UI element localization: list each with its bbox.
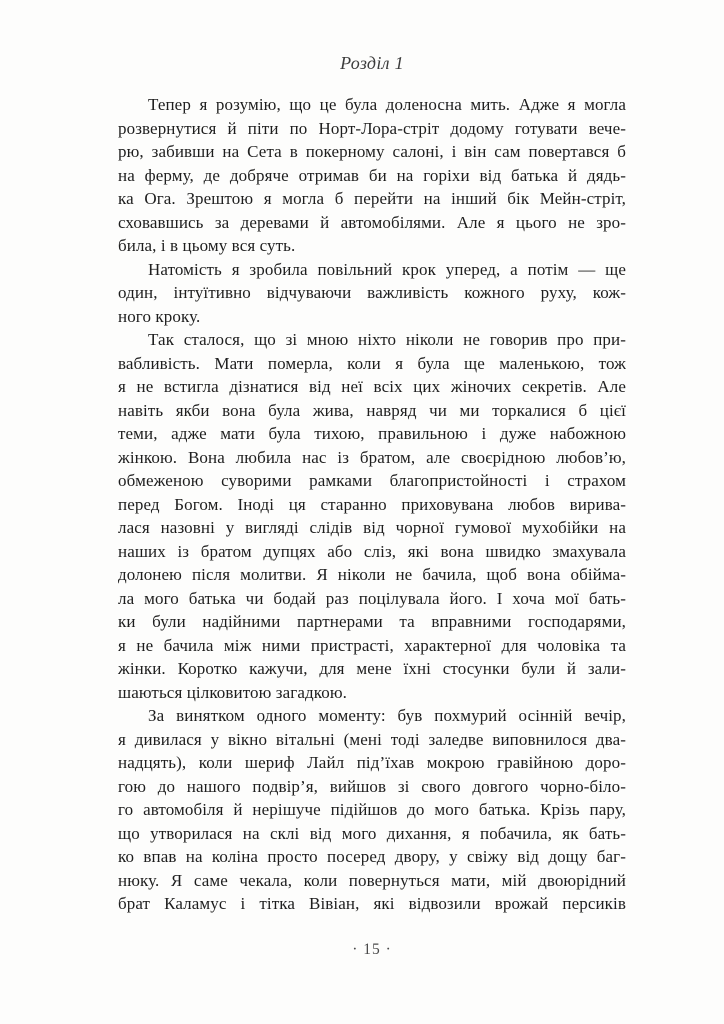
- text-line: сховавшись за деревами й автомобілями. Але я цього не зро-: [118, 212, 626, 232]
- paragraph: [118, 328, 626, 704]
- text-line: За винятком одного моменту: був похмурий осінній вечір,: [148, 706, 626, 725]
- text-line: перед Богом. Іноді ця старанно приховувана любов вирива-: [118, 494, 626, 514]
- book-page: [118, 0, 626, 1024]
- text-line: била, і в цьому вся суть.: [118, 236, 296, 255]
- text-line: обмеженою суворими рамками благопристойності і страхом: [118, 471, 626, 490]
- text-line: жінки. Коротко кажучи, для мене їхні стосунки були й зали-: [118, 659, 626, 678]
- text-line: ко впав на коліна просто посеред двору, у свіжу від дощу баг-: [118, 847, 626, 866]
- text-line: гою до нашого подвір’я, вийшов зі свого довгого чорно-біло-: [118, 776, 626, 796]
- text-line: ного кроку.: [118, 306, 201, 326]
- text-line: ка Ога. Зрештою я могла б перейти на інший бік Мейн-стріт,: [118, 189, 626, 208]
- text-line: ла мого батька чи бодай раз поцілувала його. І хоча мої бать-: [118, 588, 626, 608]
- text-line: теми, адже мати була тихою, правильною і дуже набожною: [118, 424, 626, 443]
- text-line: Натомість я зробила повільний крок уперед, а потім — ще: [148, 259, 626, 279]
- text-line: наших із братом дупцях або сліз, які вона швидко змахувала: [118, 541, 626, 561]
- text-line: один, інтуїтивно відчуваючи важливість кожного руху, кож-: [118, 283, 626, 302]
- text-line: ки були надійними партнерами та вправними господарями,: [118, 612, 626, 631]
- text-line: лася назовні у вигляді слідів від чорної гумової мухобійки на: [118, 518, 626, 537]
- text-line: Так сталося, що зі мною ніхто ніколи не говорив про при-: [148, 330, 626, 349]
- text-line: вабливість. Мати померла, коли я була ще маленькою, тож: [118, 353, 626, 373]
- text-line: брат Каламус і тітка Вівіан, які відвозили врожай персиків: [118, 894, 626, 913]
- text-line: го автомобіля й нерішуче підійшов до мого батька. Крізь пару,: [118, 800, 626, 819]
- text-line: надцять), коли шериф Лайл під’їхав мокрою гравійною доро-: [118, 753, 626, 772]
- chapter-heading: Розділ 1: [340, 53, 404, 73]
- text-line: на ферму, де добряче отримав би на горіхи від батька й дядь-: [118, 165, 626, 185]
- text-line: я не встигла дізнатися від неї всіх цих жіночих секретів. Але: [118, 377, 626, 396]
- text-line: я не бачила між ними пристрасті, характерної для чоловіка та: [118, 635, 626, 655]
- body-text: [118, 93, 626, 916]
- page-number: · 15 ·: [352, 940, 392, 958]
- text-line: нюку. Я саме чекала, коли повернуться мати, мій двоюрідний: [118, 870, 626, 890]
- paragraph: [118, 258, 626, 329]
- text-line: долонею після молитви. Я ніколи не бачила, щоб вона обійма-: [118, 565, 626, 584]
- text-line: розвернутися й піти по Норт-Лора-стріт додому готувати вече-: [118, 118, 626, 138]
- text-line: Тепер я розумію, що це була доленосна мить. Адже я могла: [148, 95, 626, 114]
- text-line: жінкою. Вона любила нас із братом, але своєрідною любов’ю,: [118, 447, 626, 467]
- text-line: навіть якби вона була жива, навряд чи ми торкалися б цієї: [118, 400, 626, 420]
- text-line: рю, забивши на Сета в покерному салоні, і він сам повертався б: [118, 142, 626, 161]
- paragraph: [118, 704, 626, 916]
- text-line: шаються цілковитою загадкою.: [118, 682, 347, 702]
- paragraph: [118, 93, 626, 258]
- text-line: що утворилася на склі від мого дихання, я побачила, як бать-: [118, 823, 626, 843]
- text-line: я дивилася у вікно вітальні (мені тоді заледве виповнилося два-: [118, 729, 626, 749]
